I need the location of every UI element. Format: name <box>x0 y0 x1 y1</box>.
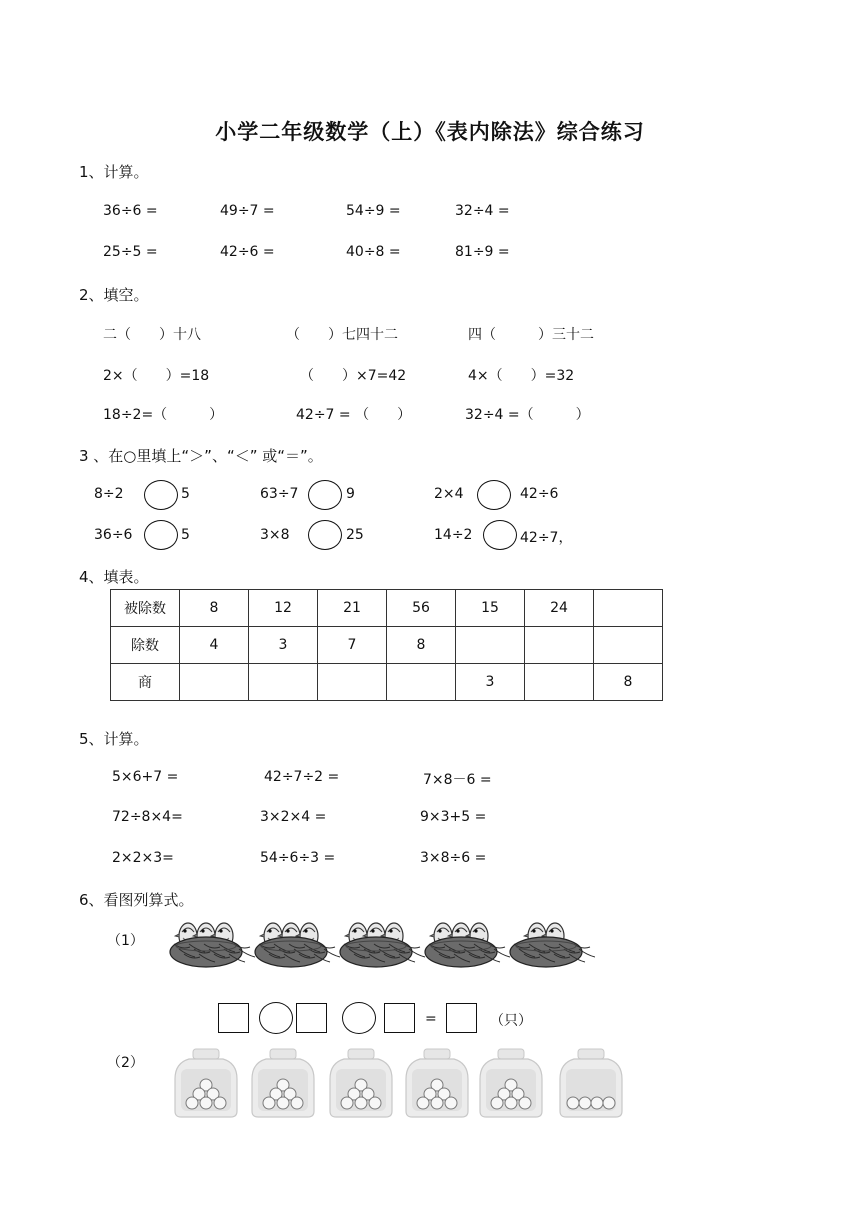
calc-item: 5×6+7 = <box>112 769 179 785</box>
calc-item: 40÷8 = <box>346 244 401 260</box>
fill-item: 四（ ）三十二 <box>468 327 594 343</box>
problem-2-label: （2） <box>107 1055 144 1071</box>
table-cell[interactable] <box>456 627 525 664</box>
compare-left: 8÷2 <box>94 486 124 502</box>
jar-icon <box>560 1049 622 1117</box>
operator-circle[interactable] <box>259 1002 293 1034</box>
calc-item: 81÷9 = <box>455 244 510 260</box>
table-cell: 7 <box>318 627 387 664</box>
jar-icon <box>406 1049 468 1117</box>
section-3-heading: 3 、在○里填上“＞”、“＜” 或“＝”。 <box>79 447 323 465</box>
ball-icon <box>341 1097 353 1109</box>
calc-item: 42÷6 = <box>220 244 275 260</box>
calc-item: 32÷4 = <box>455 203 510 219</box>
table-cell[interactable] <box>180 664 249 701</box>
ball-icon <box>519 1097 531 1109</box>
fill-item: 二（ ）十八 <box>103 327 201 343</box>
fill-item: 4×（ ）=32 <box>468 368 575 384</box>
bird-nest <box>255 923 340 967</box>
table-cell: 8 <box>387 627 456 664</box>
table-cell[interactable] <box>594 627 663 664</box>
division-table <box>110 589 663 701</box>
table-cell[interactable] <box>525 664 594 701</box>
ball-icon <box>567 1097 579 1109</box>
calc-item: 3×2×4 = <box>260 809 327 825</box>
nest-icon <box>255 937 340 967</box>
table-cell: 4 <box>180 627 249 664</box>
ball-icon <box>591 1097 603 1109</box>
nest-icon <box>340 937 425 967</box>
jar-icon <box>252 1049 314 1117</box>
answer-box[interactable] <box>384 1003 415 1033</box>
calc-item: 25÷5 = <box>103 244 158 260</box>
table-cell: 24 <box>525 590 594 627</box>
jar-icon <box>175 1049 237 1117</box>
ball-icon <box>214 1097 226 1109</box>
answer-box[interactable] <box>218 1003 249 1033</box>
nest-icon <box>170 937 255 967</box>
table-cell[interactable] <box>594 590 663 627</box>
section-1-heading: 1、计算。 <box>79 163 149 181</box>
ball-icon <box>491 1097 503 1109</box>
table-cell: 被除数 <box>111 590 180 627</box>
compare-right: 42÷7， <box>520 530 573 546</box>
fill-item: 18÷2=（ ） <box>103 407 224 423</box>
table-row <box>111 664 663 701</box>
compare-left: 36÷6 <box>94 527 133 543</box>
table-cell: 56 <box>387 590 456 627</box>
jar-icon <box>480 1049 542 1117</box>
compare-right: 42÷6 <box>520 486 559 502</box>
calc-item: 54÷9 = <box>346 203 401 219</box>
table-cell[interactable] <box>249 664 318 701</box>
table-cell[interactable] <box>387 664 456 701</box>
section-5-heading: 5、计算。 <box>79 730 149 748</box>
calc-item: 9×3+5 = <box>420 809 487 825</box>
equals-sign: = <box>425 1011 437 1027</box>
ball-icon <box>417 1097 429 1109</box>
ball-icon <box>431 1097 443 1109</box>
table-row <box>111 590 663 627</box>
table-cell[interactable] <box>525 627 594 664</box>
table-cell: 12 <box>249 590 318 627</box>
page-title: 小学二年级数学（上）《表内除法》综合练习 <box>215 119 645 144</box>
fill-item: （ ）七四十二 <box>286 327 398 343</box>
ball-icon <box>277 1097 289 1109</box>
ball-icon <box>369 1097 381 1109</box>
bird-nest <box>425 923 510 967</box>
fill-item: 42÷7 = （ ） <box>296 407 412 423</box>
table-row <box>111 627 663 664</box>
table-cell: 3 <box>456 664 525 701</box>
ball-icon <box>579 1097 591 1109</box>
table-cell: 21 <box>318 590 387 627</box>
table-cell: 商 <box>111 664 180 701</box>
calc-item: 49÷7 = <box>220 203 275 219</box>
nest-icon <box>425 937 510 967</box>
compare-right: 5 <box>181 527 190 543</box>
calc-item: 3×8÷6 = <box>420 850 487 866</box>
compare-circle[interactable] <box>308 480 342 510</box>
compare-right: 9 <box>346 486 355 502</box>
calc-item: 54÷6÷3 = <box>260 850 336 866</box>
bird-nest <box>170 923 255 967</box>
section-6-heading: 6、看图列算式。 <box>79 891 194 909</box>
bird-nest <box>510 923 595 967</box>
compare-right: 5 <box>181 486 190 502</box>
calc-item: 7×8－6 = <box>423 772 492 788</box>
nest-icon <box>510 937 595 967</box>
compare-circle[interactable] <box>308 520 342 550</box>
compare-left: 63÷7 <box>260 486 299 502</box>
ball-icon <box>445 1097 457 1109</box>
fill-item: 2×（ ）=18 <box>103 368 210 384</box>
ball-icon <box>603 1097 615 1109</box>
ball-icon <box>355 1097 367 1109</box>
compare-circle[interactable] <box>144 480 178 510</box>
answer-box[interactable] <box>446 1003 477 1033</box>
ball-icon <box>186 1097 198 1109</box>
table-cell: 8 <box>180 590 249 627</box>
compare-left: 3×8 <box>260 527 290 543</box>
ball-icon <box>263 1097 275 1109</box>
calc-item: 42÷7÷2 = <box>264 769 340 785</box>
table-cell: 8 <box>594 664 663 701</box>
answer-box[interactable] <box>296 1003 327 1033</box>
calc-item: 2×2×3= <box>112 850 174 866</box>
compare-circle[interactable] <box>477 480 511 510</box>
compare-left: 2×4 <box>434 486 464 502</box>
ball-icon <box>505 1097 517 1109</box>
section-2-heading: 2、填空。 <box>79 286 149 304</box>
bird-nest <box>340 923 425 967</box>
fill-item: （ ）×7=42 <box>300 368 407 384</box>
ball-icon <box>200 1097 212 1109</box>
section-4-heading: 4、填表。 <box>79 568 149 586</box>
jar-icon <box>330 1049 392 1117</box>
problem-1-label: （1） <box>107 933 144 949</box>
compare-left: 14÷2 <box>434 527 473 543</box>
table-cell: 3 <box>249 627 318 664</box>
table-cell[interactable] <box>318 664 387 701</box>
compare-circle[interactable] <box>144 520 178 550</box>
table-cell: 除数 <box>111 627 180 664</box>
fill-item: 32÷4 =（ ） <box>465 407 590 423</box>
calc-item: 72÷8×4= <box>112 809 183 825</box>
compare-right: 25 <box>346 527 364 543</box>
table-cell: 15 <box>456 590 525 627</box>
compare-circle[interactable] <box>483 520 517 550</box>
unit-label: （只） <box>490 1013 532 1029</box>
ball-jars-illustration <box>170 1047 630 1119</box>
ball-icon <box>291 1097 303 1109</box>
bird-nests-illustration <box>165 914 595 974</box>
calc-item: 36÷6 = <box>103 203 158 219</box>
operator-circle[interactable] <box>342 1002 376 1034</box>
